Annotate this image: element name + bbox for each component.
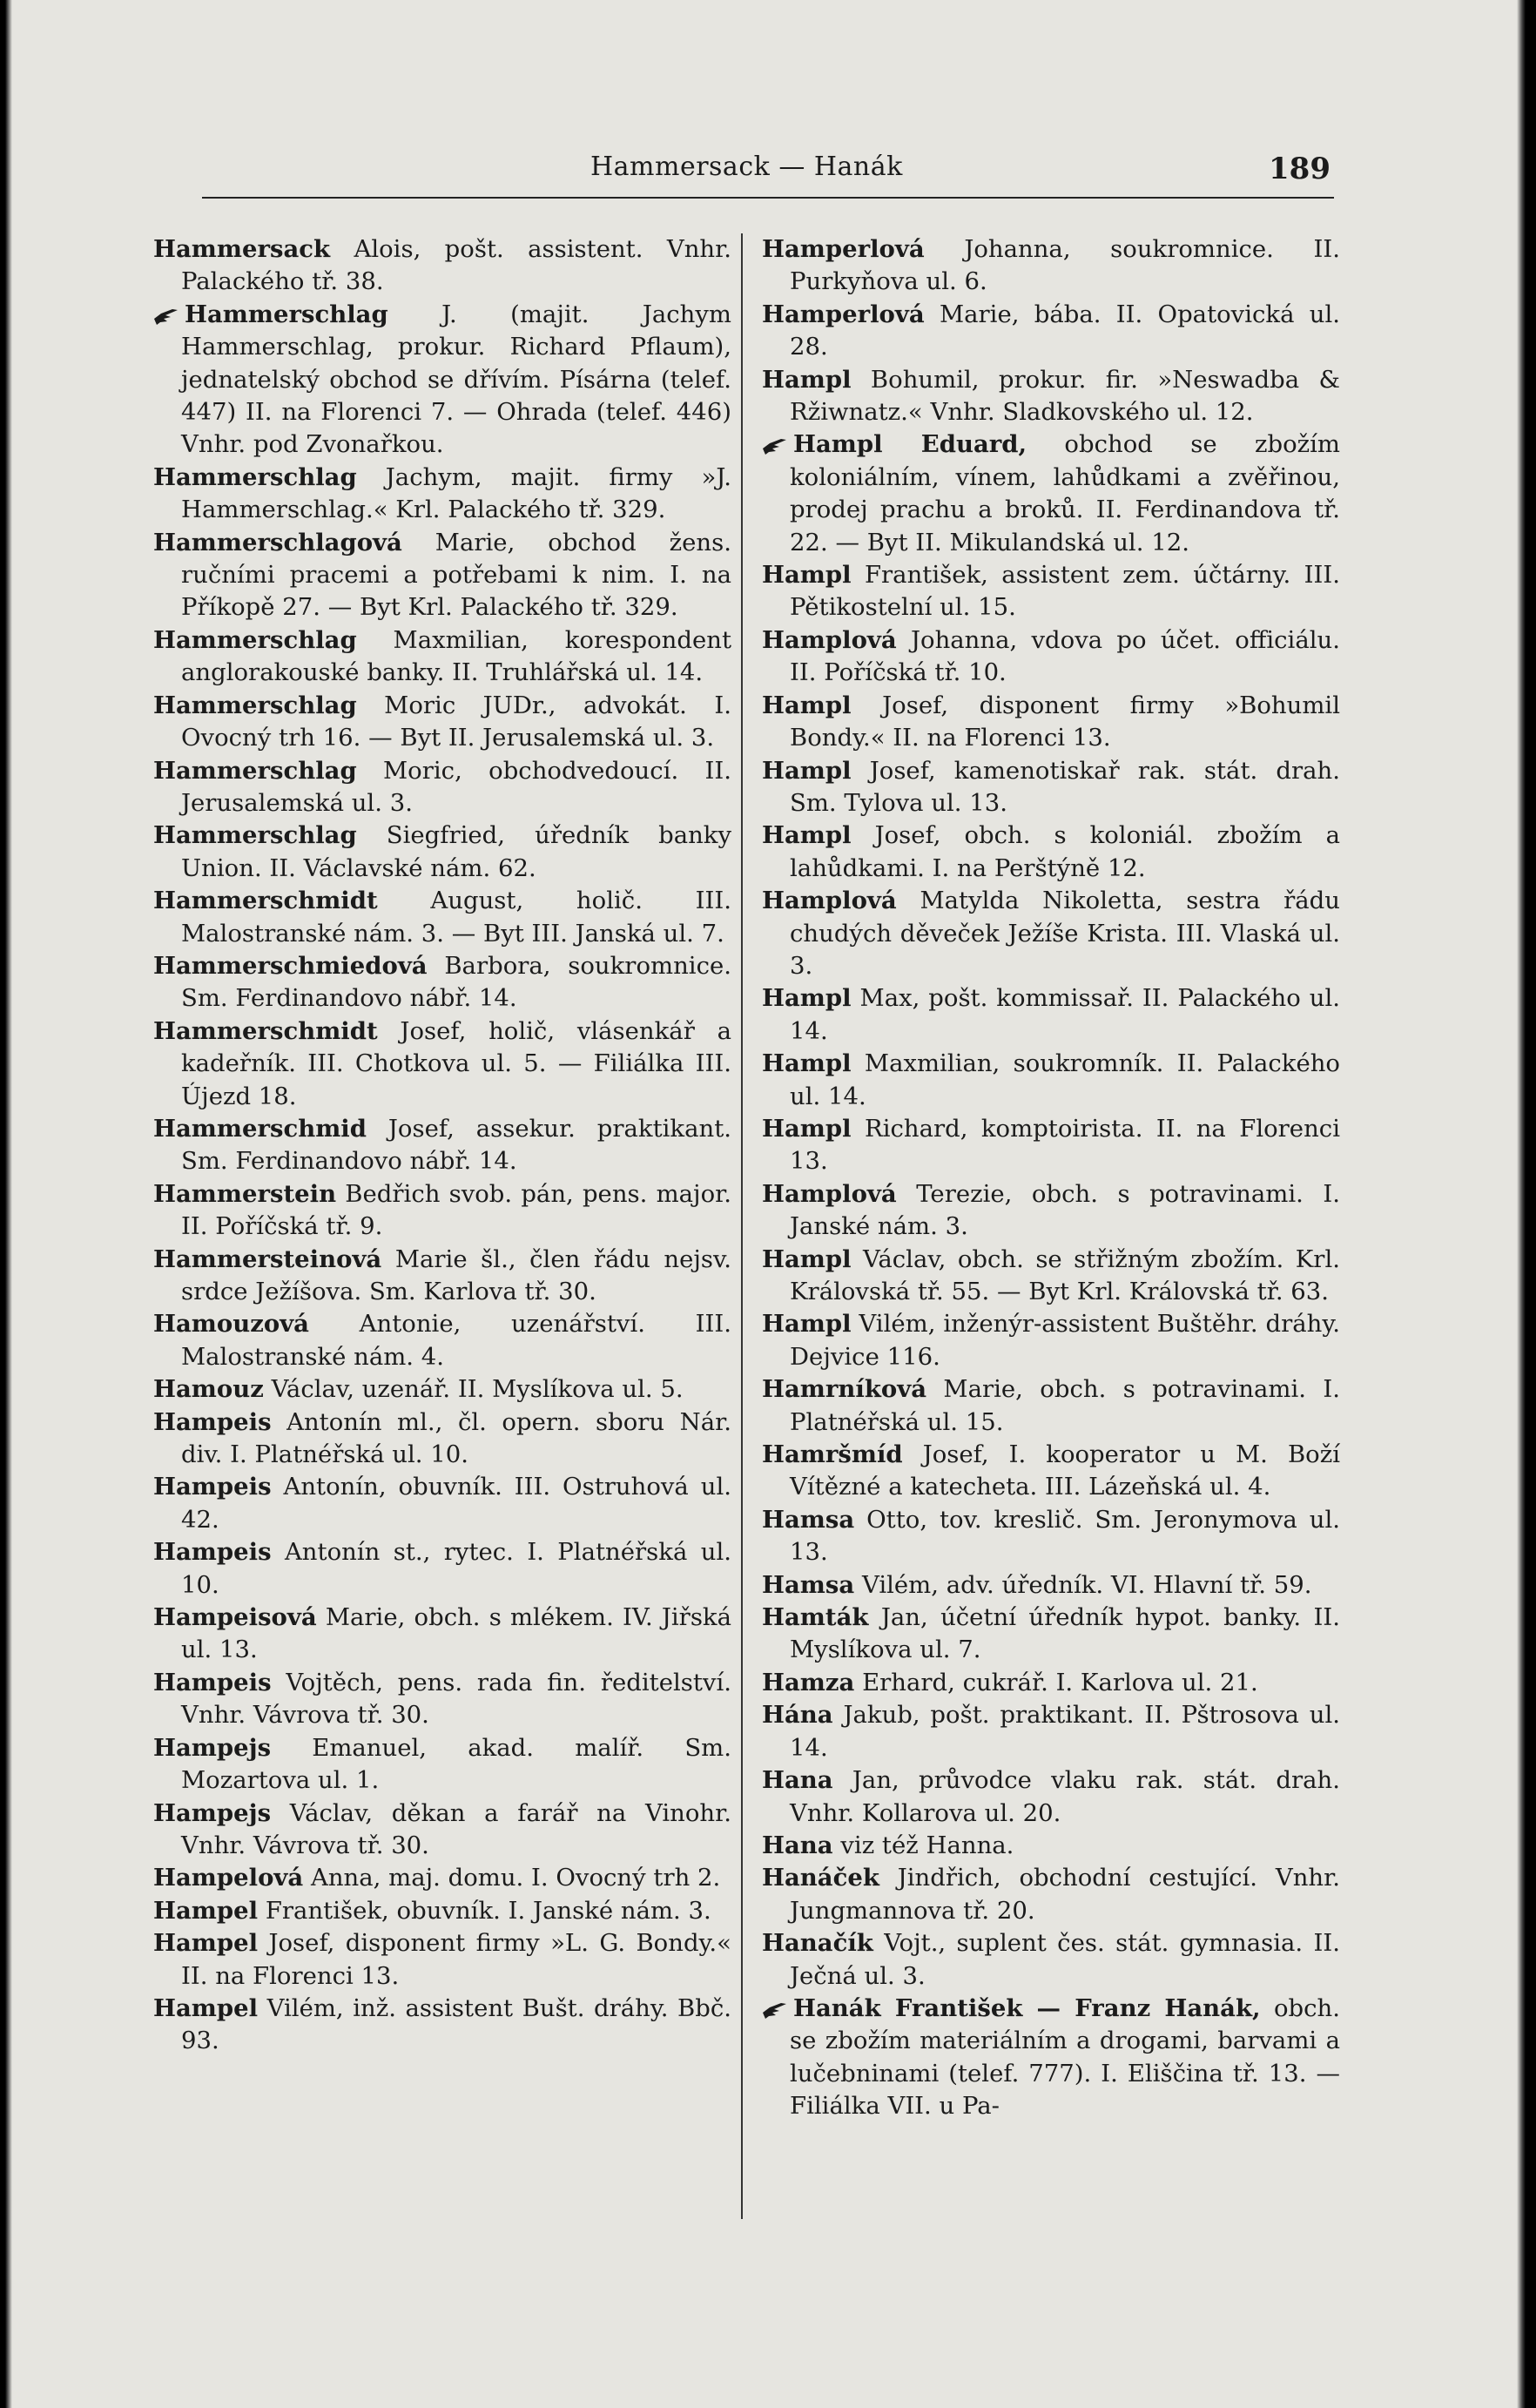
entry-details: Josef, holič, vlásenkář a kadeřník. III. Chotkova ul. 5. — Filiálka III. Újezd 18. (181, 1016, 731, 1110)
entry-details: Siegfried, úředník banky Union. II. Václavské nám. 62. (181, 821, 731, 882)
entry-surname: Hammerstein (153, 1179, 337, 1208)
directory-entry (762, 1178, 1340, 1244)
entry-surname: Hampel (153, 1896, 259, 1925)
entry-details: Richard, komptoirista. II. na Florenci 13. (790, 1114, 1340, 1176)
entry-surname: Hamršmíd (762, 1440, 903, 1469)
directory-entry (762, 1373, 1340, 1439)
directory-entry (762, 624, 1340, 690)
entry-details: František, obuvník. I. Janské nám. 3. (258, 1896, 711, 1925)
entry-surname: Hampl (762, 1310, 852, 1339)
directory-entry (153, 1732, 731, 1798)
entry-surname: Hammerschlag (153, 821, 357, 850)
left-column (153, 233, 731, 2058)
entry-surname: Hamsa (762, 1570, 855, 1599)
entry-details: Moric JUDr., advokát. I. Ovocný trh 16. — Byt II. Jerusalemská ul. 3. (181, 691, 731, 752)
directory-entry (762, 1830, 1340, 1862)
entry-surname: Hammerschmidt (153, 887, 378, 915)
directory-entry (762, 233, 1340, 299)
directory-entry (762, 1504, 1340, 1569)
entry-surname: Hamouz (153, 1375, 264, 1404)
entry-surname: Hampelová (153, 1864, 304, 1892)
entry-details: Anna, maj. domu. I. Ovocný trh 2. (303, 1864, 721, 1892)
entry-surname: Hana (762, 1831, 833, 1859)
right-column (762, 233, 1340, 2123)
entry-surname: Hana (762, 1766, 833, 1795)
entry-surname: Hammerschlag (153, 625, 357, 654)
directory-entry (153, 885, 731, 950)
entry-details: Jindřich, obchodní cestující. Vnhr. Jungmannova tř. 20. (790, 1864, 1340, 1925)
entry-details: Max, pošt. kommissař. II. Palackého ul. 14. (790, 984, 1340, 1045)
entry-details: Barbora, soukromnice. Sm. Ferdinandovo nábř. 14. (181, 951, 731, 1013)
directory-entry (153, 1015, 731, 1113)
entry-surname: Hamrníková (762, 1375, 927, 1404)
entry-surname: Hammerschlag (153, 691, 357, 719)
directory-entry (762, 690, 1340, 755)
entry-details: Josef, assekur. praktikant. Sm. Ferdinandovo nábř. 14. (181, 1114, 731, 1176)
directory-entry (153, 624, 731, 690)
entry-details: Maxmilian, soukromník. II. Palackého ul. 14. (790, 1049, 1340, 1110)
entry-surname: Hamplová (762, 887, 897, 915)
entry-surname: Hampl (762, 691, 852, 719)
entry-details: Alois, pošt. assistent. Vnhr. Palackého tř. 38. (181, 235, 731, 296)
entry-details: Marie, obchod žens. ručními pracemi a potřebami k nim. I. na Příkopě 27. — Byt Krl. Palackého tř. 329. (181, 528, 731, 622)
entry-surname: Hanáček (762, 1864, 879, 1892)
directory-entry (153, 1113, 731, 1178)
directory-entry (153, 527, 731, 624)
entry-surname: Hampel (153, 1993, 259, 2022)
entry-surname: Hanák František — Franz Hanák, (793, 1993, 1261, 2022)
entry-details: Jan, průvodce vlaku rak. stát. drah. Vnhr. Kollarova ul. 20. (790, 1766, 1340, 1827)
entry-details: Jachym, majit. firmy »J. Hammerschlag.« Krl. Palackého tř. 329. (181, 462, 731, 524)
entry-details: Vilém, inž. assistent Bušt. dráhy. Bbč. 93. (181, 1993, 731, 2055)
directory-entry (153, 1244, 731, 1309)
page-edge-right (1517, 0, 1536, 2408)
entry-surname: Hampeis (153, 1407, 272, 1436)
entry-surname: Hampl (762, 821, 852, 850)
entry-details: Moric, obchodvedoucí. II. Jerusalemská ul. 3. (181, 756, 731, 817)
entry-surname: Hammerschmid (153, 1114, 367, 1143)
directory-entry (762, 1667, 1340, 1699)
directory-entry (153, 690, 731, 755)
entry-surname: Hammersteinová (153, 1244, 382, 1273)
entry-details: Antonín, obuvník. III. Ostruhová ul. 42. (181, 1473, 731, 1534)
directory-entry (762, 1699, 1340, 1764)
directory-entry (153, 950, 731, 1015)
entry-details: August, holič. III. Malostranské nám. 3. — Byt III. Janská ul. 7. (181, 887, 731, 948)
entry-details: Matylda Nikoletta, sestra řádu chudých děveček Ježíše Krista. III. Vlaská ul. 3. (790, 887, 1340, 980)
directory-entry (153, 1536, 731, 1602)
page-number: 189 (1269, 152, 1331, 186)
pointing-hand-icon (762, 428, 793, 461)
directory-entry (153, 299, 731, 462)
entry-surname: Hammerschmiedová (153, 951, 428, 980)
directory-entry (153, 1178, 731, 1244)
entry-surname: Hampel (153, 1929, 259, 1958)
directory-entry (153, 755, 731, 820)
directory-entry (153, 1406, 731, 1472)
directory-entry (762, 1927, 1340, 1993)
entry-surname: Hamsa (762, 1505, 855, 1534)
running-header (157, 152, 1332, 195)
entry-surname: Hampeisová (153, 1603, 317, 1632)
entry-surname: Hampl (762, 561, 852, 590)
directory-entry (762, 559, 1340, 624)
entry-details: Antonie, uzenářství. III. Malostranské nám. 4. (181, 1310, 731, 1371)
entry-surname: Hamza (762, 1668, 855, 1696)
directory-entry (762, 364, 1340, 429)
entry-details: Bohumil, prokur. fir. »Neswadba & Ržiwnatz.« Vnhr. Sladkovského ul. 12. (790, 365, 1340, 427)
entry-details: Jan, účetní úředník hypot. banky. II. Myslíkova ul. 7. (790, 1603, 1340, 1664)
entry-details: Antonín st., rytec. I. Platnéřská ul. 10. (181, 1538, 731, 1599)
entry-surname: Hammerschlagová (153, 528, 402, 556)
entry-surname: Hammersack (153, 235, 331, 263)
directory-entry (762, 1862, 1340, 1927)
directory-entry (762, 1113, 1340, 1178)
entry-details: Antonín ml., čl. opern. sboru Nár. div. I. Platnéřská ul. 10. (181, 1407, 731, 1469)
entry-surname: Hamperlová (762, 300, 925, 328)
entry-details: Marie, bába. II. Opatovická ul. 28. (790, 300, 1340, 361)
entry-surname: Hampl (762, 1114, 852, 1143)
entry-details: Josef, obch. s koloniál. zbožím a lahůdkami. I. na Perštýně 12. (790, 821, 1340, 882)
entry-surname: Hampl (762, 365, 852, 394)
directory-entry (762, 1244, 1340, 1309)
directory-entry (762, 982, 1340, 1048)
entry-details: Marie, obch. s potravinami. I. Platnéřská ul. 15. (790, 1375, 1340, 1436)
entry-surname: Hammerschmidt (153, 1016, 378, 1045)
directory-entry (153, 233, 731, 299)
directory-entry (762, 428, 1340, 559)
entry-surname: Hamouzová (153, 1310, 309, 1339)
directory-entry (762, 755, 1340, 820)
entry-surname: Hampejs (153, 1798, 272, 1827)
directory-entry (153, 1471, 731, 1536)
directory-entry (762, 299, 1340, 364)
entry-surname: Hamták (762, 1603, 869, 1632)
directory-entry (153, 1927, 731, 1993)
entry-surname: Hamplová (762, 625, 897, 654)
entry-details: Vilém, inženýr-assistent Buštěhr. dráhy. Dejvice 116. (790, 1310, 1340, 1371)
directory-entry (762, 885, 1340, 982)
entry-surname: Hampeis (153, 1668, 272, 1696)
entry-surname: Hamplová (762, 1179, 897, 1208)
entry-details: Václav, obch. se střižným zbožím. Krl. Královská tř. 55. — Byt Krl. Královská tř. 63. (790, 1244, 1340, 1305)
entry-details: Terezie, obch. s potravinami. I. Janské nám. 3. (790, 1179, 1340, 1241)
entry-details: Erhard, cukrář. I. Karlova ul. 21. (854, 1668, 1258, 1696)
entry-details: František, assistent zem. účtárny. III. Pětikostelní ul. 15. (790, 561, 1340, 622)
directory-entry (153, 1993, 731, 2058)
directory-entry (153, 820, 731, 885)
header-title: Hammersack — Hanák (590, 152, 903, 182)
entry-details: Václav, děkan a farář na Vinohr. Vnhr. Vávrova tř. 30. (181, 1798, 731, 1859)
entry-surname: Hampejs (153, 1733, 272, 1762)
directory-entry (762, 820, 1340, 885)
entry-details: Johanna, soukromnice. II. Purkyňova ul. 6. (790, 235, 1340, 296)
entry-details: Josef, I. kooperator u M. Boží Vítězné a katecheta. III. Lázeňská ul. 4. (790, 1440, 1340, 1501)
entry-details: Marie, obch. s mlékem. IV. Jiřská ul. 13. (181, 1603, 731, 1664)
header-rule (202, 197, 1334, 199)
entry-surname: Hampl (762, 1244, 852, 1273)
directory-entry (153, 1862, 731, 1894)
directory-entry (153, 1667, 731, 1732)
entry-details: viz též Hanna. (832, 1831, 1014, 1859)
entry-details: Johanna, vdova po účet. officiálu. II. Poříčská tř. 10. (790, 625, 1340, 687)
entry-details: Josef, kamenotiskař rak. stát. drah. Sm. Tylova ul. 13. (790, 756, 1340, 817)
directory-entry (762, 1308, 1340, 1373)
entry-details: Marie šl., člen řádu nejsv. srdce Ježíšova. Sm. Karlova tř. 30. (181, 1244, 731, 1305)
entry-surname: Hanačík (762, 1929, 873, 1958)
entry-details: Bedřich svob. pán, pens. major. II. Poříčská tř. 9. (181, 1179, 731, 1241)
pointing-hand-icon (762, 1993, 793, 2025)
entry-details: J. (majit. Jachym Hammerschlag, prokur. Richard Pflaum), jednatelský obchod se dřívím. Písárna (telef. 447) II. na Florenci 7. — Ohrada (telef. 446) Vnhr. pod Zvonařkou. (181, 300, 731, 459)
directory-entry (762, 1048, 1340, 1113)
entry-surname: Hampl (762, 1049, 852, 1078)
entry-surname: Hampeis (153, 1538, 272, 1567)
directory-entry (153, 1798, 731, 1863)
entry-surname: Hammerschlag (153, 756, 357, 785)
entry-details: Josef, disponent firmy »L. G. Bondy.« II. na Florenci 13. (181, 1929, 731, 1990)
pointing-hand-icon (153, 299, 185, 331)
entry-surname: Hampeis (153, 1473, 272, 1501)
entry-details: Václav, uzenář. II. Myslíkova ul. 5. (263, 1375, 684, 1404)
entry-surname: Hána (762, 1701, 833, 1730)
entry-surname: Hamperlová (762, 235, 925, 263)
entry-details: obchod se zbožím koloniálním, vínem, lahůdkami a zvěřinou, prodej prachu a broků. II. Ferdinandova tř. 22. — Byt II. Mikulandská ul. 12. (790, 430, 1340, 556)
directory-entry (762, 1764, 1340, 1830)
entry-surname: Hammerschlag (153, 462, 357, 491)
directory-entry (153, 1373, 731, 1406)
entry-details: Vilém, adv. úředník. VI. Hlavní tř. 59. (854, 1570, 1312, 1599)
directory-entry (153, 1895, 731, 1927)
entry-details: Josef, disponent firmy »Bohumil Bondy.« II. na Florenci 13. (790, 691, 1340, 752)
entry-surname: Hampl Eduard, (793, 430, 1027, 459)
page-edge-left (0, 0, 12, 2408)
entry-details: Maxmilian, korespondent anglorakouské banky. II. Truhlářská ul. 14. (181, 625, 731, 687)
column-divider (741, 233, 743, 2219)
entry-details: Jakub, pošt. praktikant. II. Pštrosova ul. 14. (790, 1701, 1340, 1762)
directory-entry (762, 1569, 1340, 1602)
directory-entry (762, 1602, 1340, 1667)
entry-surname: Hammerschlag (185, 300, 388, 328)
entry-surname: Hampl (762, 984, 852, 1013)
entry-details: Emanuel, akad. malíř. Sm. Mozartova ul. 1. (181, 1733, 731, 1795)
entry-details: Vojtěch, pens. rada fin. ředitelství. Vnhr. Vávrova tř. 30. (181, 1668, 731, 1730)
entry-details: Vojt., suplent čes. stát. gymnasia. II. Ječná ul. 3. (790, 1929, 1340, 1990)
entry-surname: Hampl (762, 756, 852, 785)
directory-entry (153, 462, 731, 527)
directory-entry (762, 1993, 1340, 2123)
entry-details: Otto, tov. kreslič. Sm. Jeronymova ul. 13. (790, 1505, 1340, 1567)
entry-details: obch. se zbožím materiálním a drogami, barvami a lučebninami (telef. 777). I. Eliščina tř. 13. — Filiálka VII. u Pa- (790, 1993, 1340, 2121)
directory-entry (762, 1439, 1340, 1504)
directory-entry (153, 1602, 731, 1667)
directory-entry (153, 1308, 731, 1373)
